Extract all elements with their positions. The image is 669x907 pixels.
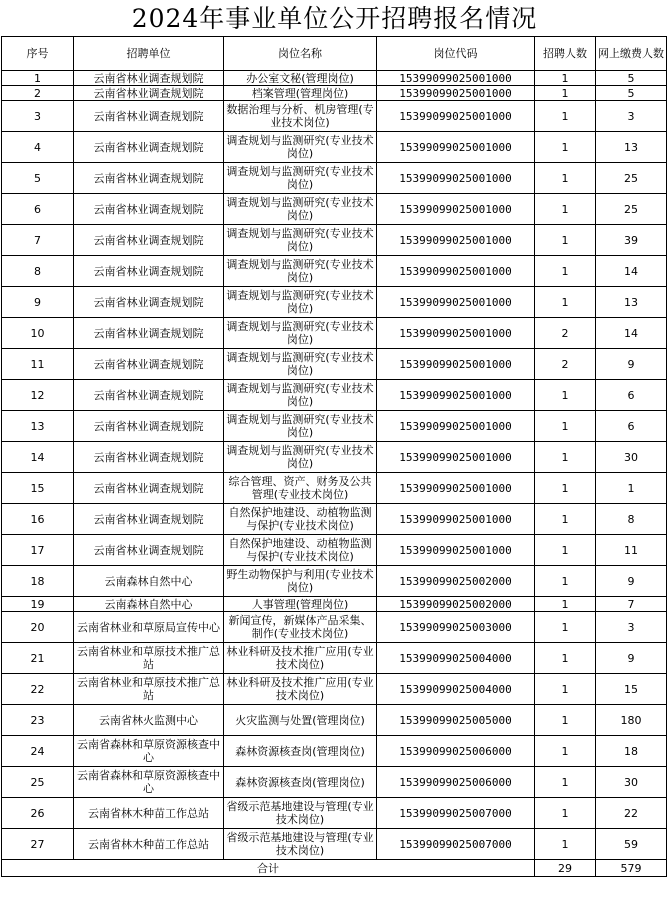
row-code: 15399099025001000 — [377, 101, 535, 132]
row-code: 15399099025002000 — [377, 597, 535, 612]
row-payments: 13 — [596, 132, 667, 163]
row-index: 25 — [2, 767, 74, 798]
row-index: 14 — [2, 442, 74, 473]
table-row — [2, 71, 667, 86]
row-unit: 云南省森林和草原资源核查中心 — [74, 767, 224, 798]
row-payments: 22 — [596, 798, 667, 829]
table-row — [2, 535, 667, 566]
row-hires: 1 — [535, 86, 596, 101]
table-row — [2, 287, 667, 318]
row-position: 林业科研及技术推广应用(专业技术岗位) — [224, 643, 377, 674]
row-position: 野生动物保护与利用(专业技术岗位) — [224, 566, 377, 597]
row-position: 调查规划与监测研究(专业技术岗位) — [224, 411, 377, 442]
table-row — [2, 767, 667, 798]
row-unit: 云南省林业调查规划院 — [74, 442, 224, 473]
row-payments: 30 — [596, 442, 667, 473]
row-code: 15399099025007000 — [377, 798, 535, 829]
row-hires: 1 — [535, 256, 596, 287]
row-hires: 1 — [535, 597, 596, 612]
header-code: 岗位代码 — [377, 37, 535, 71]
table-row — [2, 380, 667, 411]
row-code: 15399099025005000 — [377, 705, 535, 736]
table-body — [2, 71, 667, 860]
row-unit: 云南省林业调查规划院 — [74, 194, 224, 225]
row-unit: 云南省林火监测中心 — [74, 705, 224, 736]
row-hires: 1 — [535, 736, 596, 767]
row-unit: 云南省林业和草原技术推广总站 — [74, 643, 224, 674]
row-code: 15399099025001000 — [377, 442, 535, 473]
row-payments: 8 — [596, 504, 667, 535]
row-position: 调查规划与监测研究(专业技术岗位) — [224, 163, 377, 194]
row-index: 19 — [2, 597, 74, 612]
row-payments: 25 — [596, 163, 667, 194]
total-label: 合计 — [2, 860, 535, 877]
header-index: 序号 — [2, 37, 74, 71]
row-payments: 14 — [596, 318, 667, 349]
row-index: 23 — [2, 705, 74, 736]
row-hires: 1 — [535, 612, 596, 643]
row-position: 档案管理(管理岗位) — [224, 86, 377, 101]
row-unit: 云南省林业调查规划院 — [74, 101, 224, 132]
row-payments: 9 — [596, 566, 667, 597]
row-code: 15399099025004000 — [377, 643, 535, 674]
row-hires: 1 — [535, 194, 596, 225]
page-title: 2024年事业单位公开招聘报名情况 — [131, 4, 538, 33]
row-position: 火灾监测与处置(管理岗位) — [224, 705, 377, 736]
row-code: 15399099025001000 — [377, 380, 535, 411]
table-row — [2, 736, 667, 767]
row-position: 林业科研及技术推广应用(专业技术岗位) — [224, 674, 377, 705]
row-index: 4 — [2, 132, 74, 163]
table-row — [2, 132, 667, 163]
row-code: 15399099025001000 — [377, 194, 535, 225]
header-payments: 网上缴费人数 — [596, 37, 667, 71]
table-row — [2, 674, 667, 705]
row-payments: 5 — [596, 86, 667, 101]
table-row — [2, 798, 667, 829]
row-unit: 云南省林业调查规划院 — [74, 132, 224, 163]
row-hires: 1 — [535, 287, 596, 318]
row-index: 20 — [2, 612, 74, 643]
row-code: 15399099025001000 — [377, 349, 535, 380]
row-hires: 1 — [535, 504, 596, 535]
row-payments: 6 — [596, 411, 667, 442]
row-position: 调查规划与监测研究(专业技术岗位) — [224, 318, 377, 349]
row-payments: 3 — [596, 101, 667, 132]
table-row — [2, 612, 667, 643]
row-index: 3 — [2, 101, 74, 132]
row-payments: 1 — [596, 473, 667, 504]
row-position: 调查规划与监测研究(专业技术岗位) — [224, 442, 377, 473]
row-hires: 1 — [535, 829, 596, 860]
row-hires: 1 — [535, 798, 596, 829]
table-row — [2, 411, 667, 442]
table-row — [2, 349, 667, 380]
row-unit: 云南省林木种苗工作总站 — [74, 798, 224, 829]
row-hires: 1 — [535, 643, 596, 674]
row-index: 11 — [2, 349, 74, 380]
row-hires: 1 — [535, 535, 596, 566]
row-code: 15399099025006000 — [377, 736, 535, 767]
row-index: 27 — [2, 829, 74, 860]
row-payments: 7 — [596, 597, 667, 612]
table-row — [2, 473, 667, 504]
recruitment-table — [1, 36, 667, 877]
row-unit: 云南森林自然中心 — [74, 566, 224, 597]
row-unit: 云南森林自然中心 — [74, 597, 224, 612]
row-index: 22 — [2, 674, 74, 705]
row-payments: 11 — [596, 535, 667, 566]
row-hires: 2 — [535, 349, 596, 380]
row-unit: 云南省林业调查规划院 — [74, 473, 224, 504]
row-index: 15 — [2, 473, 74, 504]
row-unit: 云南省林业调查规划院 — [74, 318, 224, 349]
row-payments: 14 — [596, 256, 667, 287]
row-hires: 1 — [535, 566, 596, 597]
row-index: 8 — [2, 256, 74, 287]
row-index: 5 — [2, 163, 74, 194]
row-code: 15399099025001000 — [377, 504, 535, 535]
row-position: 综合管理、资产、财务及公共管理(专业技术岗位) — [224, 473, 377, 504]
row-code: 15399099025001000 — [377, 411, 535, 442]
row-position: 调查规划与监测研究(专业技术岗位) — [224, 380, 377, 411]
table-row — [2, 705, 667, 736]
row-hires: 1 — [535, 767, 596, 798]
row-unit: 云南省林业调查规划院 — [74, 411, 224, 442]
row-payments: 15 — [596, 674, 667, 705]
row-unit: 云南省林业调查规划院 — [74, 504, 224, 535]
row-index: 7 — [2, 225, 74, 256]
row-index: 6 — [2, 194, 74, 225]
row-unit: 云南省林业调查规划院 — [74, 380, 224, 411]
row-hires: 1 — [535, 705, 596, 736]
row-hires: 1 — [535, 225, 596, 256]
row-payments: 13 — [596, 287, 667, 318]
table-row — [2, 194, 667, 225]
row-index: 1 — [2, 71, 74, 86]
table-row — [2, 829, 667, 860]
row-index: 21 — [2, 643, 74, 674]
row-position: 自然保护地建设、动植物监测与保护(专业技术岗位) — [224, 504, 377, 535]
row-payments: 6 — [596, 380, 667, 411]
row-payments: 180 — [596, 705, 667, 736]
row-unit: 云南省森林和草原资源核查中心 — [74, 736, 224, 767]
row-hires: 1 — [535, 411, 596, 442]
row-position: 省级示范基地建设与管理(专业技术岗位) — [224, 798, 377, 829]
row-code: 15399099025001000 — [377, 132, 535, 163]
header-row — [2, 37, 667, 71]
row-position: 人事管理(管理岗位) — [224, 597, 377, 612]
row-payments: 39 — [596, 225, 667, 256]
row-unit: 云南省林业调查规划院 — [74, 86, 224, 101]
row-code: 15399099025001000 — [377, 71, 535, 86]
row-code: 15399099025001000 — [377, 318, 535, 349]
row-position: 森林资源核查岗(管理岗位) — [224, 767, 377, 798]
table-row — [2, 256, 667, 287]
row-position: 调查规划与监测研究(专业技术岗位) — [224, 349, 377, 380]
row-position: 调查规划与监测研究(专业技术岗位) — [224, 225, 377, 256]
row-payments: 59 — [596, 829, 667, 860]
row-code: 15399099025007000 — [377, 829, 535, 860]
table-row — [2, 597, 667, 612]
row-index: 16 — [2, 504, 74, 535]
header-unit: 招聘单位 — [74, 37, 224, 71]
row-code: 15399099025002000 — [377, 566, 535, 597]
row-hires: 1 — [535, 101, 596, 132]
row-unit: 云南省林业调查规划院 — [74, 225, 224, 256]
row-hires: 1 — [535, 71, 596, 86]
row-code: 15399099025001000 — [377, 256, 535, 287]
row-payments: 9 — [596, 643, 667, 674]
row-position: 调查规划与监测研究(专业技术岗位) — [224, 194, 377, 225]
row-hires: 1 — [535, 132, 596, 163]
row-index: 13 — [2, 411, 74, 442]
row-index: 18 — [2, 566, 74, 597]
row-code: 15399099025003000 — [377, 612, 535, 643]
row-hires: 1 — [535, 442, 596, 473]
table-row — [2, 225, 667, 256]
row-unit: 云南省林业调查规划院 — [74, 256, 224, 287]
row-code: 15399099025006000 — [377, 767, 535, 798]
row-position: 调查规划与监测研究(专业技术岗位) — [224, 287, 377, 318]
row-unit: 云南省林木种苗工作总站 — [74, 829, 224, 860]
row-position: 数据治理与分析、机房管理(专业技术岗位) — [224, 101, 377, 132]
table-row — [2, 318, 667, 349]
row-unit: 云南省林业调查规划院 — [74, 349, 224, 380]
row-position: 新闻宣传，新媒体产品采集、制作(专业技术岗位) — [224, 612, 377, 643]
row-index: 10 — [2, 318, 74, 349]
row-position: 办公室文秘(管理岗位) — [224, 71, 377, 86]
row-hires: 1 — [535, 380, 596, 411]
table-row — [2, 442, 667, 473]
row-payments: 5 — [596, 71, 667, 86]
row-hires: 1 — [535, 163, 596, 194]
row-index: 26 — [2, 798, 74, 829]
table-row — [2, 86, 667, 101]
row-hires: 1 — [535, 674, 596, 705]
table-row — [2, 643, 667, 674]
table-row — [2, 504, 667, 535]
table-row — [2, 566, 667, 597]
row-unit: 云南省林业调查规划院 — [74, 71, 224, 86]
row-code: 15399099025001000 — [377, 473, 535, 504]
row-position: 森林资源核查岗(管理岗位) — [224, 736, 377, 767]
row-position: 省级示范基地建设与管理(专业技术岗位) — [224, 829, 377, 860]
row-position: 自然保护地建设、动植物监测与保护(专业技术岗位) — [224, 535, 377, 566]
row-position: 调查规划与监测研究(专业技术岗位) — [224, 256, 377, 287]
row-code: 15399099025004000 — [377, 674, 535, 705]
row-unit: 云南省林业调查规划院 — [74, 287, 224, 318]
total-payments: 579 — [596, 860, 667, 877]
row-unit: 云南省林业调查规划院 — [74, 535, 224, 566]
row-payments: 18 — [596, 736, 667, 767]
row-index: 2 — [2, 86, 74, 101]
row-code: 15399099025001000 — [377, 535, 535, 566]
total-hires: 29 — [535, 860, 596, 877]
row-index: 9 — [2, 287, 74, 318]
table-row — [2, 163, 667, 194]
row-code: 15399099025001000 — [377, 163, 535, 194]
row-position: 调查规划与监测研究(专业技术岗位) — [224, 132, 377, 163]
row-index: 17 — [2, 535, 74, 566]
header-hires: 招聘人数 — [535, 37, 596, 71]
row-index: 24 — [2, 736, 74, 767]
row-hires: 2 — [535, 318, 596, 349]
row-payments: 3 — [596, 612, 667, 643]
row-code: 15399099025001000 — [377, 225, 535, 256]
row-unit: 云南省林业调查规划院 — [74, 163, 224, 194]
header-position: 岗位名称 — [224, 37, 377, 71]
total-row — [2, 860, 667, 877]
row-code: 15399099025001000 — [377, 287, 535, 318]
row-payments: 9 — [596, 349, 667, 380]
row-hires: 1 — [535, 473, 596, 504]
row-payments: 25 — [596, 194, 667, 225]
table-row — [2, 101, 667, 132]
row-payments: 30 — [596, 767, 667, 798]
row-unit: 云南省林业和草原技术推广总站 — [74, 674, 224, 705]
row-index: 12 — [2, 380, 74, 411]
row-unit: 云南省林业和草原局宣传中心 — [74, 612, 224, 643]
row-code: 15399099025001000 — [377, 86, 535, 101]
